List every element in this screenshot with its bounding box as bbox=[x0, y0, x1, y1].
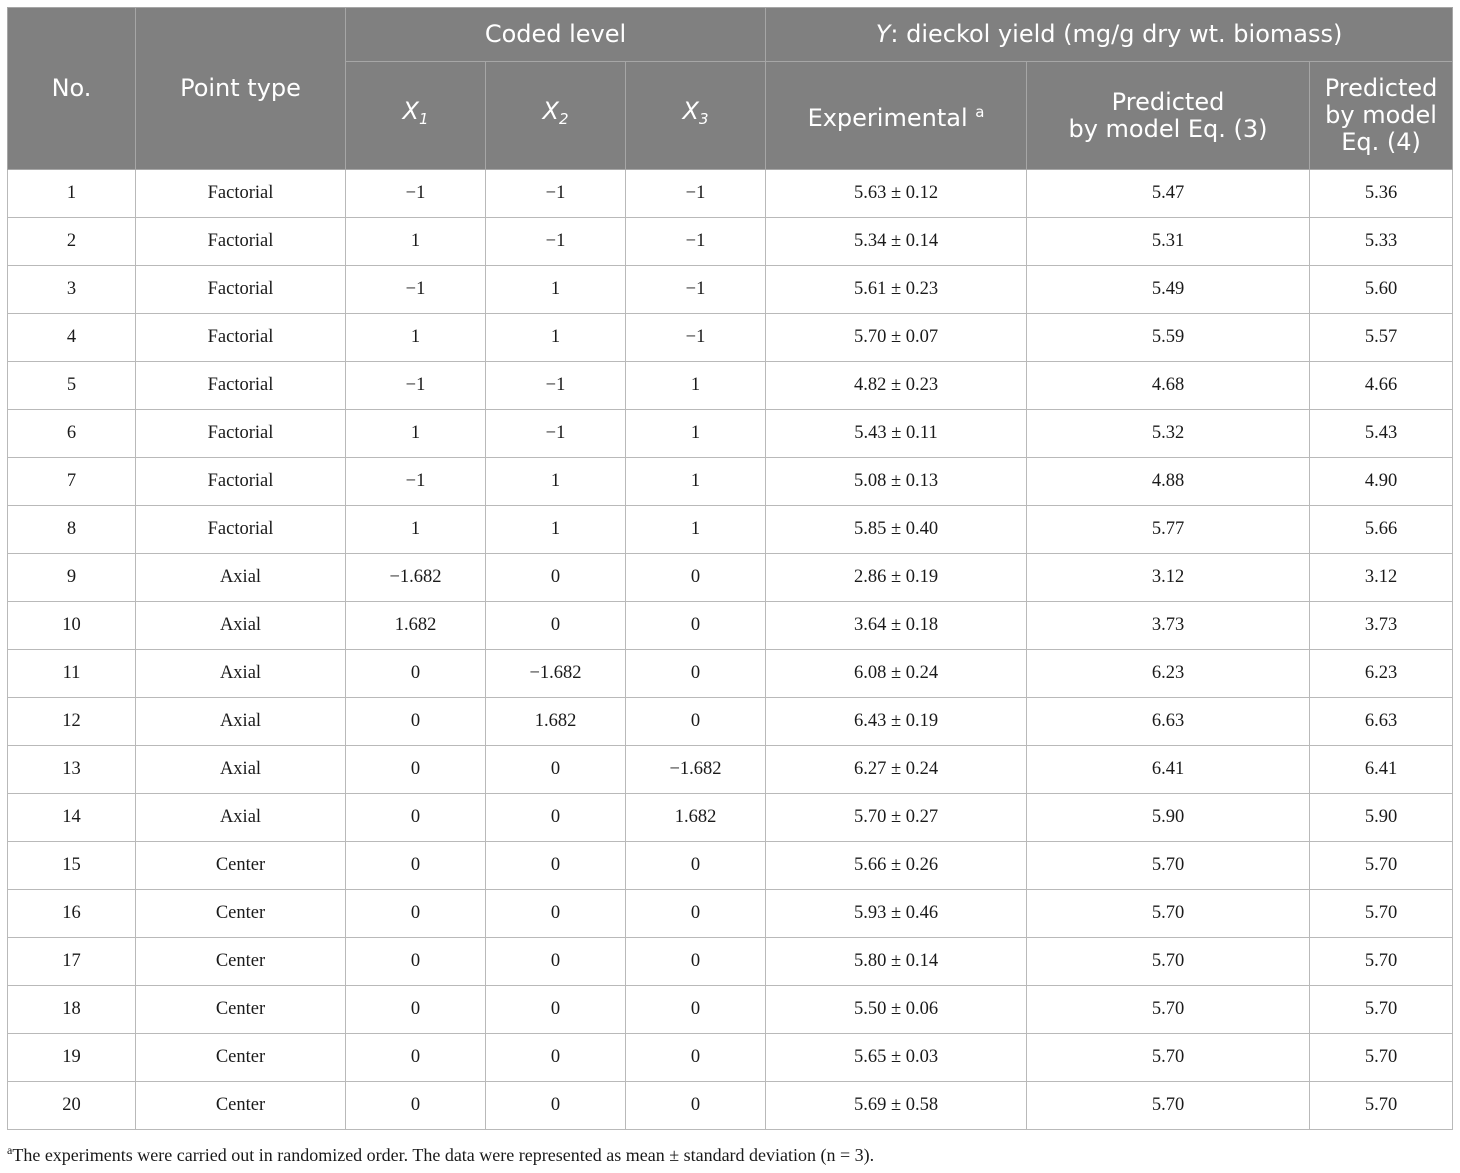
table-row bbox=[8, 506, 1453, 554]
cell-experimental: 5.43 ± 0.11 bbox=[766, 410, 1027, 458]
table-header bbox=[8, 8, 1453, 170]
cell-predicted-eq4: 6.63 bbox=[1310, 698, 1453, 746]
cell-experimental: 6.08 ± 0.24 bbox=[766, 650, 1027, 698]
cell-point-type: Axial bbox=[136, 554, 346, 602]
cell-point-type: Axial bbox=[136, 794, 346, 842]
footnote-mark: a bbox=[7, 1143, 13, 1157]
cell-no: 13 bbox=[8, 746, 136, 794]
cell-no: 6 bbox=[8, 410, 136, 458]
cell-x2: 0 bbox=[486, 746, 626, 794]
header-no: No. bbox=[8, 8, 136, 170]
cell-x3: 0 bbox=[626, 698, 766, 746]
cell-x2: −1 bbox=[486, 170, 626, 218]
cell-predicted-eq4: 5.43 bbox=[1310, 410, 1453, 458]
cell-point-type: Factorial bbox=[136, 218, 346, 266]
header-predicted-eq4 bbox=[1310, 62, 1453, 170]
cell-x1: 0 bbox=[346, 746, 486, 794]
cell-x3: 0 bbox=[626, 842, 766, 890]
table-row bbox=[8, 794, 1453, 842]
cell-x2: 0 bbox=[486, 1034, 626, 1082]
cell-x1: 0 bbox=[346, 698, 486, 746]
cell-predicted-eq3: 5.49 bbox=[1027, 266, 1310, 314]
cell-experimental: 6.27 ± 0.24 bbox=[766, 746, 1027, 794]
cell-point-type: Factorial bbox=[136, 506, 346, 554]
cell-x1: 0 bbox=[346, 842, 486, 890]
cell-x1: 0 bbox=[346, 938, 486, 986]
table-row bbox=[8, 314, 1453, 362]
cell-experimental: 2.86 ± 0.19 bbox=[766, 554, 1027, 602]
cell-no: 10 bbox=[8, 602, 136, 650]
cell-x2: −1 bbox=[486, 218, 626, 266]
cell-no: 17 bbox=[8, 938, 136, 986]
cell-predicted-eq3: 5.47 bbox=[1027, 170, 1310, 218]
table-row bbox=[8, 986, 1453, 1034]
cell-no: 19 bbox=[8, 1034, 136, 1082]
cell-x3: 0 bbox=[626, 986, 766, 1034]
header-x1-letter: X bbox=[402, 97, 419, 125]
cell-no: 3 bbox=[8, 266, 136, 314]
cell-experimental: 5.65 ± 0.03 bbox=[766, 1034, 1027, 1082]
header-experimental-footnote-mark: a bbox=[975, 103, 985, 121]
cell-no: 15 bbox=[8, 842, 136, 890]
cell-predicted-eq3: 5.70 bbox=[1027, 986, 1310, 1034]
header-predicted-eq3 bbox=[1027, 62, 1310, 170]
cell-no: 12 bbox=[8, 698, 136, 746]
cell-no: 9 bbox=[8, 554, 136, 602]
cell-x1: 1 bbox=[346, 314, 486, 362]
cell-predicted-eq3: 3.12 bbox=[1027, 554, 1310, 602]
cell-x3: 0 bbox=[626, 938, 766, 986]
cell-x3: 1.682 bbox=[626, 794, 766, 842]
cell-x3: 0 bbox=[626, 1082, 766, 1130]
cell-point-type: Factorial bbox=[136, 362, 346, 410]
cell-x2: −1 bbox=[486, 410, 626, 458]
cell-experimental: 5.34 ± 0.14 bbox=[766, 218, 1027, 266]
cell-x2: 0 bbox=[486, 842, 626, 890]
cell-predicted-eq4: 6.41 bbox=[1310, 746, 1453, 794]
cell-x1: 1 bbox=[346, 410, 486, 458]
table-body bbox=[8, 170, 1453, 1130]
cell-x3: −1 bbox=[626, 266, 766, 314]
table-row bbox=[8, 602, 1453, 650]
table-row bbox=[8, 938, 1453, 986]
cell-x3: 1 bbox=[626, 410, 766, 458]
cell-predicted-eq3: 5.31 bbox=[1027, 218, 1310, 266]
cell-experimental: 5.50 ± 0.06 bbox=[766, 986, 1027, 1034]
cell-no: 20 bbox=[8, 1082, 136, 1130]
cell-x3: 1 bbox=[626, 458, 766, 506]
cell-point-type: Factorial bbox=[136, 314, 346, 362]
cell-predicted-eq3: 6.41 bbox=[1027, 746, 1310, 794]
cell-x1: 1.682 bbox=[346, 602, 486, 650]
cell-predicted-eq3: 5.70 bbox=[1027, 1082, 1310, 1130]
header-predicted-eq3-line1: Predicted bbox=[1111, 87, 1225, 116]
header-predicted-eq4-line3: Eq. (4) bbox=[1341, 128, 1421, 156]
cell-x2: 1 bbox=[486, 506, 626, 554]
cell-x3: 0 bbox=[626, 602, 766, 650]
cell-x3: 0 bbox=[626, 554, 766, 602]
table-row bbox=[8, 842, 1453, 890]
cell-x1: −1 bbox=[346, 362, 486, 410]
cell-experimental: 5.63 ± 0.12 bbox=[766, 170, 1027, 218]
cell-predicted-eq4: 6.23 bbox=[1310, 650, 1453, 698]
header-x3-subscript: 3 bbox=[698, 110, 709, 128]
cell-predicted-eq3: 6.23 bbox=[1027, 650, 1310, 698]
cell-x1: 0 bbox=[346, 986, 486, 1034]
cell-x2: 0 bbox=[486, 986, 626, 1034]
cell-experimental: 5.80 ± 0.14 bbox=[766, 938, 1027, 986]
header-x2 bbox=[486, 62, 626, 170]
cell-x1: 1 bbox=[346, 506, 486, 554]
cell-point-type: Axial bbox=[136, 698, 346, 746]
table-row bbox=[8, 458, 1453, 506]
cell-x3: −1 bbox=[626, 218, 766, 266]
cell-x2: 0 bbox=[486, 554, 626, 602]
cell-x1: −1 bbox=[346, 458, 486, 506]
cell-predicted-eq4: 5.57 bbox=[1310, 314, 1453, 362]
cell-predicted-eq4: 5.70 bbox=[1310, 890, 1453, 938]
cell-x1: −1.682 bbox=[346, 554, 486, 602]
cell-x1: 0 bbox=[346, 794, 486, 842]
cell-experimental: 5.93 ± 0.46 bbox=[766, 890, 1027, 938]
cell-predicted-eq4: 4.90 bbox=[1310, 458, 1453, 506]
cell-no: 4 bbox=[8, 314, 136, 362]
header-dieckol-yield bbox=[766, 8, 1453, 62]
cell-experimental: 5.70 ± 0.07 bbox=[766, 314, 1027, 362]
cell-predicted-eq4: 5.70 bbox=[1310, 938, 1453, 986]
cell-x2: −1.682 bbox=[486, 650, 626, 698]
cell-predicted-eq3: 5.70 bbox=[1027, 890, 1310, 938]
cell-experimental: 5.69 ± 0.58 bbox=[766, 1082, 1027, 1130]
cell-x3: 0 bbox=[626, 650, 766, 698]
table-row bbox=[8, 170, 1453, 218]
cell-point-type: Center bbox=[136, 890, 346, 938]
cell-no: 11 bbox=[8, 650, 136, 698]
cell-x1: 0 bbox=[346, 1034, 486, 1082]
cell-no: 2 bbox=[8, 218, 136, 266]
cell-x3: 0 bbox=[626, 890, 766, 938]
table-row bbox=[8, 650, 1453, 698]
header-experimental-label: Experimental bbox=[807, 104, 968, 132]
cell-predicted-eq4: 5.70 bbox=[1310, 1082, 1453, 1130]
cell-point-type: Factorial bbox=[136, 266, 346, 314]
cell-x3: 1 bbox=[626, 362, 766, 410]
cell-predicted-eq3: 6.63 bbox=[1027, 698, 1310, 746]
table-row bbox=[8, 1034, 1453, 1082]
cell-x1: 1 bbox=[346, 218, 486, 266]
table-row bbox=[8, 746, 1453, 794]
cell-no: 5 bbox=[8, 362, 136, 410]
cell-predicted-eq3: 5.90 bbox=[1027, 794, 1310, 842]
header-experimental bbox=[766, 62, 1027, 170]
table-row bbox=[8, 362, 1453, 410]
cell-experimental: 5.70 ± 0.27 bbox=[766, 794, 1027, 842]
header-coded-level: Coded level bbox=[346, 8, 766, 62]
cell-predicted-eq3: 4.88 bbox=[1027, 458, 1310, 506]
cell-predicted-eq4: 5.33 bbox=[1310, 218, 1453, 266]
cell-no: 18 bbox=[8, 986, 136, 1034]
cell-experimental: 6.43 ± 0.19 bbox=[766, 698, 1027, 746]
cell-x3: −1 bbox=[626, 170, 766, 218]
cell-predicted-eq4: 5.60 bbox=[1310, 266, 1453, 314]
header-x2-letter: X bbox=[542, 97, 559, 125]
cell-no: 7 bbox=[8, 458, 136, 506]
cell-predicted-eq3: 5.70 bbox=[1027, 938, 1310, 986]
cell-x2: 0 bbox=[486, 938, 626, 986]
table-row bbox=[8, 266, 1453, 314]
cell-predicted-eq3: 3.73 bbox=[1027, 602, 1310, 650]
cell-x2: 0 bbox=[486, 602, 626, 650]
cell-predicted-eq3: 5.70 bbox=[1027, 842, 1310, 890]
header-x2-subscript: 2 bbox=[558, 110, 569, 128]
cell-experimental: 5.61 ± 0.23 bbox=[766, 266, 1027, 314]
cell-predicted-eq4: 5.70 bbox=[1310, 1034, 1453, 1082]
cell-predicted-eq4: 5.70 bbox=[1310, 986, 1453, 1034]
header-y-label: : dieckol yield (mg/g dry wt. biomass) bbox=[890, 20, 1343, 48]
cell-predicted-eq3: 4.68 bbox=[1027, 362, 1310, 410]
cell-x2: 0 bbox=[486, 890, 626, 938]
footnote-text: The experiments were carried out in randomized order. The data were represented as mean ± standard deviation (n = 3). bbox=[12, 1145, 875, 1165]
header-y-variable: Y bbox=[875, 20, 891, 48]
cell-point-type: Axial bbox=[136, 602, 346, 650]
header-x1 bbox=[346, 62, 486, 170]
table-row bbox=[8, 410, 1453, 458]
cell-predicted-eq4: 5.36 bbox=[1310, 170, 1453, 218]
cell-predicted-eq3: 5.32 bbox=[1027, 410, 1310, 458]
cell-no: 16 bbox=[8, 890, 136, 938]
table-row bbox=[8, 1082, 1453, 1130]
cell-experimental: 5.85 ± 0.40 bbox=[766, 506, 1027, 554]
cell-predicted-eq4: 5.70 bbox=[1310, 842, 1453, 890]
table-footnote bbox=[7, 1143, 1452, 1166]
cell-point-type: Factorial bbox=[136, 410, 346, 458]
header-x3-letter: X bbox=[682, 97, 699, 125]
cell-predicted-eq3: 5.59 bbox=[1027, 314, 1310, 362]
cell-x2: 1 bbox=[486, 458, 626, 506]
cell-point-type: Center bbox=[136, 1082, 346, 1130]
cell-no: 8 bbox=[8, 506, 136, 554]
cell-x2: −1 bbox=[486, 362, 626, 410]
data-table bbox=[7, 7, 1453, 1130]
cell-no: 14 bbox=[8, 794, 136, 842]
cell-x3: −1 bbox=[626, 314, 766, 362]
table-row bbox=[8, 218, 1453, 266]
header-x1-subscript: 1 bbox=[418, 110, 429, 128]
header-predicted-eq4-line2: by model bbox=[1325, 101, 1437, 129]
cell-x1: 0 bbox=[346, 650, 486, 698]
cell-x2: 0 bbox=[486, 794, 626, 842]
table-row bbox=[8, 698, 1453, 746]
cell-x2: 1 bbox=[486, 314, 626, 362]
cell-point-type: Axial bbox=[136, 650, 346, 698]
cell-x1: −1 bbox=[346, 170, 486, 218]
header-x3 bbox=[626, 62, 766, 170]
cell-point-type: Center bbox=[136, 986, 346, 1034]
cell-x3: 1 bbox=[626, 506, 766, 554]
header-point-type: Point type bbox=[136, 8, 346, 170]
cell-experimental: 5.08 ± 0.13 bbox=[766, 458, 1027, 506]
cell-no: 1 bbox=[8, 170, 136, 218]
cell-predicted-eq4: 5.90 bbox=[1310, 794, 1453, 842]
cell-experimental: 4.82 ± 0.23 bbox=[766, 362, 1027, 410]
cell-predicted-eq4: 3.12 bbox=[1310, 554, 1453, 602]
header-predicted-eq3-line2: by model Eq. (3) bbox=[1068, 114, 1268, 143]
cell-point-type: Center bbox=[136, 842, 346, 890]
table-row bbox=[8, 890, 1453, 938]
cell-point-type: Axial bbox=[136, 746, 346, 794]
cell-x1: 0 bbox=[346, 890, 486, 938]
cell-x1: −1 bbox=[346, 266, 486, 314]
cell-predicted-eq4: 3.73 bbox=[1310, 602, 1453, 650]
cell-point-type: Factorial bbox=[136, 458, 346, 506]
cell-point-type: Center bbox=[136, 938, 346, 986]
header-predicted-eq4-line1: Predicted bbox=[1324, 74, 1438, 102]
cell-predicted-eq3: 5.70 bbox=[1027, 1034, 1310, 1082]
cell-point-type: Center bbox=[136, 1034, 346, 1082]
cell-x2: 1.682 bbox=[486, 698, 626, 746]
cell-predicted-eq3: 5.77 bbox=[1027, 506, 1310, 554]
cell-predicted-eq4: 5.66 bbox=[1310, 506, 1453, 554]
cell-experimental: 3.64 ± 0.18 bbox=[766, 602, 1027, 650]
cell-predicted-eq4: 4.66 bbox=[1310, 362, 1453, 410]
cell-x1: 0 bbox=[346, 1082, 486, 1130]
cell-x3: −1.682 bbox=[626, 746, 766, 794]
table-row bbox=[8, 554, 1453, 602]
cell-x2: 0 bbox=[486, 1082, 626, 1130]
cell-x3: 0 bbox=[626, 1034, 766, 1082]
cell-point-type: Factorial bbox=[136, 170, 346, 218]
cell-x2: 1 bbox=[486, 266, 626, 314]
cell-experimental: 5.66 ± 0.26 bbox=[766, 842, 1027, 890]
